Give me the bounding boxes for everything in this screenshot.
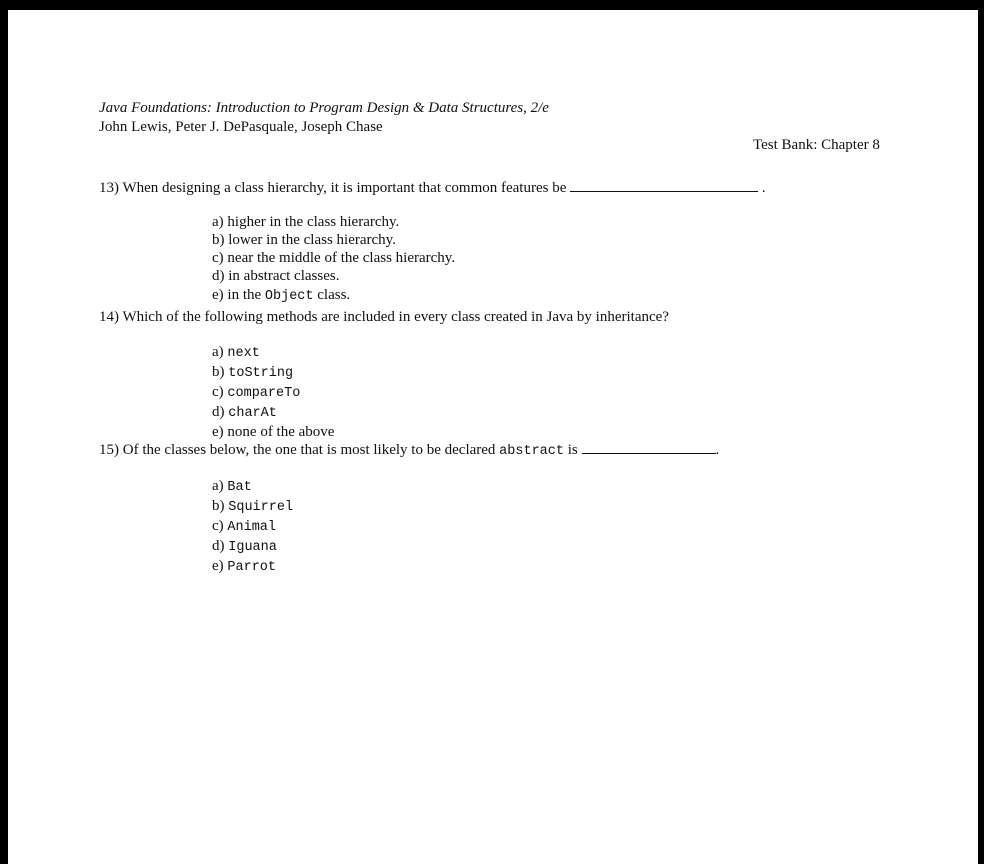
end-mark: . xyxy=(761,180,766,196)
question-stem xyxy=(99,441,719,461)
book-title: Java Foundations: Introduction to Program Design & Data Structures, 2/e xyxy=(99,100,549,116)
option-list xyxy=(212,213,766,305)
question-14 xyxy=(99,308,669,457)
question-stem xyxy=(99,179,766,198)
option-b: b) Squirrel xyxy=(212,498,294,515)
question-text: When designing a class hierarchy, it is important that common features be xyxy=(122,180,567,196)
question-13 xyxy=(99,179,766,320)
option-c: c) Animal xyxy=(212,518,277,535)
option-d: d) charAt xyxy=(212,404,277,421)
answer-blank xyxy=(582,441,716,454)
option-d: d) Iguana xyxy=(212,538,277,555)
question-15 xyxy=(99,441,719,591)
option-a: a) next xyxy=(212,344,260,361)
option-c: c) near the middle of the class hierarchy. xyxy=(212,250,456,266)
question-text: Which of the following methods are included in every class created in Java by inheritance? xyxy=(122,309,669,325)
option-e: e) none of the above xyxy=(212,424,335,440)
option-e: e) Parrot xyxy=(212,558,277,575)
chapter-label: Test Bank: Chapter 8 xyxy=(753,137,880,153)
question-stem xyxy=(99,308,669,327)
option-b: b) lower in the class hierarchy. xyxy=(212,232,396,248)
option-e: e) in the Object class. xyxy=(212,287,351,304)
authors: John Lewis, Peter J. DePasquale, Joseph Chase xyxy=(99,119,383,135)
option-list xyxy=(212,342,669,442)
question-text-after: is xyxy=(567,442,578,458)
option-a: a) Bat xyxy=(212,478,252,495)
option-list xyxy=(212,476,719,576)
answer-blank xyxy=(570,179,758,192)
question-number: 13) xyxy=(99,180,119,196)
option-a: a) higher in the class hierarchy. xyxy=(212,214,400,230)
document-page xyxy=(8,10,978,864)
document-header xyxy=(99,99,549,137)
option-c: c) compareTo xyxy=(212,384,301,401)
end-mark: . xyxy=(715,442,720,458)
question-number: 14) xyxy=(99,309,119,325)
question-text: Of the classes below, the one that is most likely to be declared xyxy=(122,442,496,458)
code-term: abstract xyxy=(499,444,564,459)
question-number: 15) xyxy=(99,442,119,458)
option-b: b) toString xyxy=(212,364,294,381)
option-d: d) in abstract classes. xyxy=(212,268,340,284)
